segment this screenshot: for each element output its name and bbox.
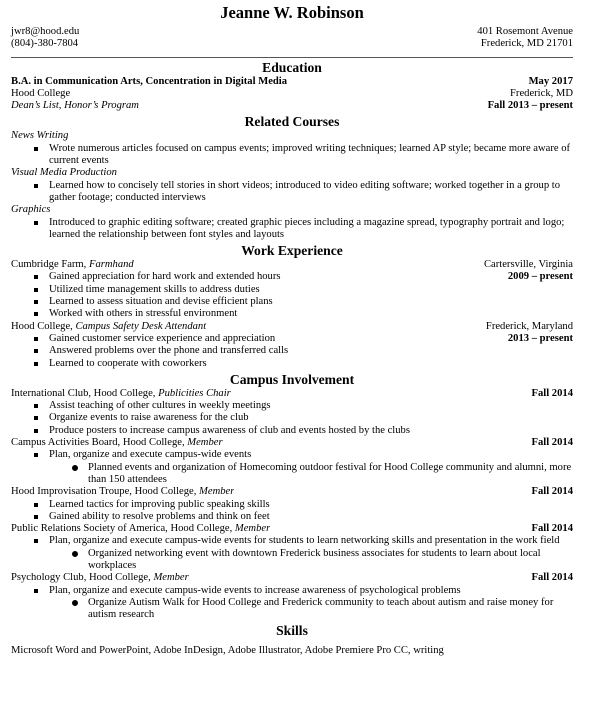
involvement-bullet xyxy=(11,585,573,622)
course-name: Visual Media Production xyxy=(11,167,117,179)
involvement-sub-bullets xyxy=(11,597,573,622)
involvement-header-row xyxy=(11,486,573,498)
involvement-sub-bullets xyxy=(11,462,573,487)
involvement-sub-bullet: Organized networking event with downtown Frederick business associates for students to learn about local workplaces xyxy=(11,548,573,573)
involvement-date: Fall 2014 xyxy=(531,486,573,498)
education-heading: Education xyxy=(262,59,322,75)
involvement-role: Member xyxy=(199,486,235,498)
involvement-bullet xyxy=(11,535,573,572)
contact-block xyxy=(11,26,573,51)
involvement-sub-bullet: Planned events and organization of Homecoming outdoor festival for Hood College community and alumni, more than 150 attendees xyxy=(11,462,573,487)
involvement-org: Hood Improvisation Troupe, Hood College, xyxy=(11,486,200,498)
involvement-bullet-text: Learned tactics for improving public speaking skills xyxy=(49,498,270,510)
course-bullets xyxy=(11,143,573,168)
job-bullet xyxy=(11,333,573,345)
email: jwr8@hood.edu xyxy=(11,26,80,37)
job-bullet-text: Gained appreciation for hard work and extended hours xyxy=(49,271,281,283)
involvement-title xyxy=(11,523,270,535)
courses-heading: Related Courses xyxy=(244,114,340,130)
school-row xyxy=(11,88,573,100)
job-header-row xyxy=(11,259,573,271)
involvement-bullets xyxy=(11,449,573,486)
involvement-org: Campus Activities Board, Hood College, xyxy=(11,437,188,449)
involvement-bullets xyxy=(11,499,573,524)
involvement-date: Fall 2014 xyxy=(531,437,573,449)
course-bullet: Introduced to graphic editing software; created graphic pieces including a magazine spread, typography portrait and logo; learned the relationship between font styles and layouts xyxy=(11,217,573,242)
phone: (804)-380-7804 xyxy=(11,38,79,50)
job-bullet-text: Gained customer service experience and appreciation xyxy=(49,332,276,344)
header-divider xyxy=(11,57,573,58)
course-bullets xyxy=(11,180,573,205)
course-name: News Writing xyxy=(11,130,69,142)
course-bullet: Wrote numerous articles focused on campus events; improved writing techniques; learned AP style; became more aware of current events xyxy=(11,143,573,168)
job-header-row xyxy=(11,321,573,333)
involvement-bullet-text: Plan, organize and execute campus-wide events to increase awareness of psychological problems xyxy=(49,584,461,596)
involvement-date: Fall 2014 xyxy=(531,387,573,399)
job-bullet: Worked with others in stressful environment xyxy=(11,308,573,320)
involvement-title xyxy=(11,388,231,400)
job-bullet: Learned to cooperate with coworkers xyxy=(11,358,573,370)
involvement-bullets xyxy=(11,585,573,622)
involvement-bullet-text: Plan, organize and execute campus-wide events for students to learn networking skills and presentation in the work field xyxy=(49,535,560,547)
involvement-role: Member xyxy=(234,523,271,535)
courses-list xyxy=(11,130,573,241)
job-bullet: Learned to assess situation and devise efficient plans xyxy=(11,296,573,308)
involvement-bullet xyxy=(11,499,573,511)
course-name: Graphics xyxy=(11,204,51,216)
involvement-title xyxy=(11,437,223,449)
job-bullet: Answered problems over the phone and transferred calls xyxy=(11,345,573,357)
job-role: Campus Safety Desk Attendant xyxy=(75,320,207,332)
involvement-header-row xyxy=(11,437,573,449)
involvement-org: Psychology Club, Hood College, xyxy=(11,572,154,584)
involvement-bullet xyxy=(11,449,573,486)
involvement-date: Fall 2014 xyxy=(531,572,573,584)
job-date: 2013 – present xyxy=(507,332,573,344)
involvement-role: Member xyxy=(187,437,223,449)
skills-heading: Skills xyxy=(276,623,308,639)
job-location: Cartersville, Virginia xyxy=(483,259,573,271)
involvement-bullet-text: Assist teaching of other cultures in weekly meetings xyxy=(49,400,271,412)
honors-date: Fall 2013 – present xyxy=(487,100,573,112)
involvement-org: International Club, Hood College, xyxy=(11,387,159,399)
job-bullet xyxy=(11,271,573,283)
job-title xyxy=(11,321,206,333)
involvement-header-row xyxy=(11,523,573,535)
campus-heading: Campus Involvement xyxy=(229,371,355,387)
involvement-date: Fall 2014 xyxy=(531,523,573,535)
job-bullet: Utilized time management skills to address duties xyxy=(11,284,573,296)
skills-text: Microsoft Word and PowerPoint, Adobe InDesign, Adobe Illustrator, Adobe Premiere Pro CC, writing xyxy=(11,645,444,657)
resume-name: Jeanne W. Robinson xyxy=(220,3,364,22)
involvement-org: Public Relations Society of America, Hood College, xyxy=(11,523,235,535)
involvement-bullet-text: Organize events to raise awareness for the club xyxy=(49,412,249,424)
school: Hood College xyxy=(11,87,71,99)
honors-row xyxy=(11,100,573,112)
work-list xyxy=(11,259,573,370)
resume-page xyxy=(11,0,573,658)
involvement-sub-bullet: Organize Autism Walk for Hood College and Frederick community to teach about autism and raise money for autism research xyxy=(11,597,573,622)
contact-left xyxy=(11,26,79,51)
degree: B.A. in Communication Arts, Concentration in Digital Media xyxy=(11,75,288,87)
involvement-header-row xyxy=(11,572,573,584)
involvement-bullet-text: Plan, organize and execute campus-wide events xyxy=(49,449,252,461)
job-role: Farmhand xyxy=(88,259,134,271)
job-location: Frederick, Maryland xyxy=(485,320,573,332)
campus-list xyxy=(11,388,573,622)
job-org: Cumbridge Farm, xyxy=(11,259,89,271)
address-line-2: Frederick, MD 21701 xyxy=(480,38,573,50)
job-bullets xyxy=(11,333,573,370)
involvement-sub-bullets xyxy=(11,548,573,573)
job-date: 2009 – present xyxy=(507,271,573,283)
school-location: Frederick, MD xyxy=(510,87,573,99)
involvement-bullet xyxy=(11,412,573,424)
involvement-bullet xyxy=(11,400,573,412)
degree-row xyxy=(11,76,573,88)
degree-date: May 2017 xyxy=(528,75,573,87)
involvement-bullet xyxy=(11,425,573,437)
involvement-role: Publicities Chair xyxy=(158,387,231,399)
course-bullet: Learned how to concisely tell stories in short videos; introduced to video editing software; worked together in a group to gather footage; conducted interviews xyxy=(11,180,573,205)
involvement-role: Member xyxy=(153,572,189,584)
address-line-1: 401 Rosemont Avenue xyxy=(477,26,573,37)
contact-right xyxy=(477,26,573,51)
involvement-header-row xyxy=(11,388,573,400)
involvement-bullets xyxy=(11,535,573,572)
involvement-bullet-text: Produce posters to increase campus awareness of club and events hosted by the clubs xyxy=(49,424,410,436)
job-org: Hood College, xyxy=(11,320,76,332)
honors: Dean’s List, Honor’s Program xyxy=(11,100,139,112)
involvement-title xyxy=(11,572,189,584)
involvement-title xyxy=(11,486,234,498)
involvement-bullet-text: Gained ability to resolve problems and think on feet xyxy=(49,510,270,522)
course-bullets xyxy=(11,217,573,242)
job-bullets xyxy=(11,271,573,320)
involvement-bullets xyxy=(11,400,573,437)
work-heading: Work Experience xyxy=(241,243,343,259)
involvement-bullet xyxy=(11,511,573,523)
job-title xyxy=(11,259,134,271)
